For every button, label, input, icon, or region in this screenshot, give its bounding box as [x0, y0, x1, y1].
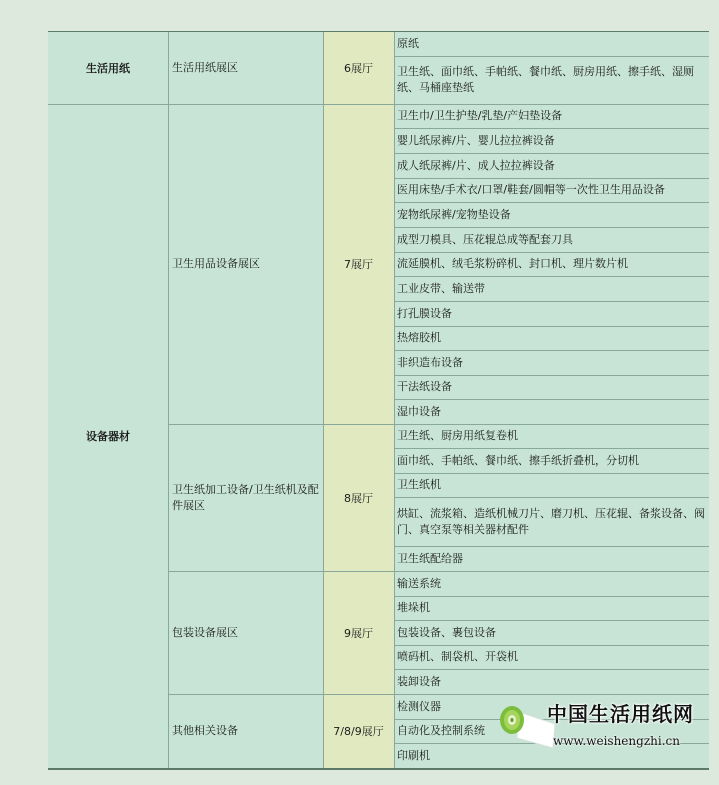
area-name: 生活用纸展区 [172, 60, 238, 74]
table-gridline [323, 31, 324, 768]
area-name: 其他相关设备 [172, 724, 238, 737]
area-name: 包装设备展区 [172, 625, 238, 639]
logo-title: 中国生活用纸网 [547, 702, 694, 726]
item-cell [394, 546, 709, 571]
item-label: 原纸 [397, 36, 419, 50]
item-label: 婴儿纸尿裤/片、婴儿拉拉裤设备 [397, 133, 555, 147]
table-gridline [394, 571, 709, 572]
table-gridline [394, 178, 709, 179]
item-label: 非织造布设备 [397, 355, 463, 369]
item-cell [394, 399, 709, 424]
hall-label: 7展厅 [344, 258, 373, 271]
item-cell [394, 301, 709, 326]
item-cell [394, 178, 709, 202]
item-label: 装卸设备 [397, 674, 441, 688]
table-gridline [168, 424, 394, 425]
hall-cell [323, 571, 394, 694]
item-label: 包装设备、裹包设备 [397, 625, 496, 639]
table-gridline [168, 31, 169, 768]
table-gridline [394, 473, 709, 474]
table-gridline [48, 768, 709, 770]
item-cell [394, 153, 709, 178]
item-label: 输送系统 [397, 576, 441, 590]
item-label: 成型刀模具、压花辊总成等配套刀具 [397, 232, 573, 246]
item-label: 热熔胶机 [397, 331, 441, 344]
logo-url: www.weishengzhi.cn [553, 734, 680, 748]
area-name: 卫生纸加工设备/卫生纸机及配件展区 [172, 482, 319, 512]
category-label: 设备器材 [86, 430, 130, 443]
item-cell [394, 252, 709, 276]
table-gridline [394, 375, 709, 376]
item-label: 喷码机、制袋机、开袋机 [397, 650, 518, 663]
item-label: 堆垛机 [397, 601, 430, 614]
item-label: 湿巾设备 [397, 404, 441, 418]
hall-label: 6展厅 [344, 61, 373, 75]
item-label: 检测仪器 [397, 699, 441, 713]
item-cell [394, 56, 709, 104]
item-label: 面巾纸、手帕纸、餐巾纸、擦手纸折叠机，分切机 [397, 453, 639, 467]
table-gridline [394, 104, 709, 105]
item-cell [394, 227, 709, 252]
item-cell [394, 620, 709, 645]
item-cell [394, 448, 709, 473]
item-cell [394, 424, 709, 448]
table-gridline [394, 620, 709, 621]
item-cell [394, 375, 709, 399]
item-cell [394, 326, 709, 350]
table-gridline [394, 276, 709, 277]
hall-cell [323, 694, 394, 768]
table-gridline [394, 301, 709, 302]
area-name-cell [168, 424, 323, 571]
category-cell [48, 31, 168, 104]
table-gridline [394, 546, 709, 547]
site-logo [497, 690, 697, 752]
table-gridline [394, 669, 709, 670]
hall-cell [323, 424, 394, 571]
item-cell [394, 497, 709, 546]
item-label: 成人纸尿裤/片、成人拉拉裤设备 [397, 158, 555, 172]
hall-cell [323, 31, 394, 104]
table-gridline [48, 104, 168, 105]
category-label: 生活用纸 [86, 61, 130, 75]
table-gridline [394, 326, 709, 327]
item-label: 烘缸、流浆箱、造纸机械刀片、磨刀机、压花辊、备浆设备、阀门、真空泵等相关器材配件 [397, 506, 705, 536]
table-gridline [394, 350, 709, 351]
table-gridline [394, 596, 709, 597]
hall-label: 7/8/9展厅 [333, 725, 384, 738]
area-name: 卫生用品设备展区 [172, 257, 260, 270]
item-label: 卫生纸机 [397, 478, 441, 491]
table-gridline [394, 252, 709, 253]
item-label: 自动化及控制系统 [397, 724, 485, 737]
area-name-cell [168, 104, 323, 424]
table-gridline [168, 104, 394, 105]
table-gridline [394, 128, 709, 129]
item-cell [394, 276, 709, 301]
hall-label: 9展厅 [344, 626, 373, 640]
table-gridline [394, 56, 709, 57]
table-gridline [394, 424, 709, 425]
item-label: 流延膜机、绒毛浆粉碎机、封口机、理片数片机 [397, 257, 628, 270]
item-cell [394, 571, 709, 596]
table-gridline [394, 202, 709, 203]
item-label: 宠物纸尿裤/宠物垫设备 [397, 207, 511, 221]
item-cell [394, 645, 709, 669]
item-label: 医用床垫/手术衣/口罩/鞋套/圆帽等一次性卫生用品设备 [397, 183, 665, 196]
table-gridline [394, 399, 709, 400]
table-gridline [394, 448, 709, 449]
item-cell [394, 202, 709, 227]
hall-cell [323, 104, 394, 424]
hall-label: 8展厅 [344, 491, 373, 505]
item-label: 卫生纸、面巾纸、手帕纸、餐巾纸、厨房用纸、擦手纸、湿厕纸、马桶座垫纸 [397, 65, 694, 94]
table-gridline [394, 153, 709, 154]
area-name-cell [168, 571, 323, 694]
table-gridline [394, 227, 709, 228]
item-label: 打孔膜设备 [397, 306, 452, 320]
table-gridline [168, 694, 394, 695]
table-gridline [48, 31, 709, 32]
area-name-cell [168, 31, 323, 104]
item-cell [394, 596, 709, 620]
category-cell [48, 104, 168, 768]
item-cell [394, 31, 709, 56]
item-label: 卫生巾/卫生护垫/乳垫/产妇垫设备 [397, 109, 563, 122]
item-label: 印刷机 [397, 748, 430, 762]
item-cell [394, 104, 709, 128]
item-label: 卫生纸、厨房用纸复卷机 [397, 429, 518, 442]
table-gridline [394, 497, 709, 498]
item-cell [394, 350, 709, 375]
item-label: 卫生纸配给器 [397, 551, 463, 565]
table-gridline [394, 645, 709, 646]
item-cell [394, 473, 709, 497]
item-label: 干法纸设备 [397, 380, 452, 393]
area-name-cell [168, 694, 323, 768]
item-cell [394, 128, 709, 153]
table-gridline [168, 571, 394, 572]
item-label: 工业皮带、输送带 [397, 281, 485, 295]
